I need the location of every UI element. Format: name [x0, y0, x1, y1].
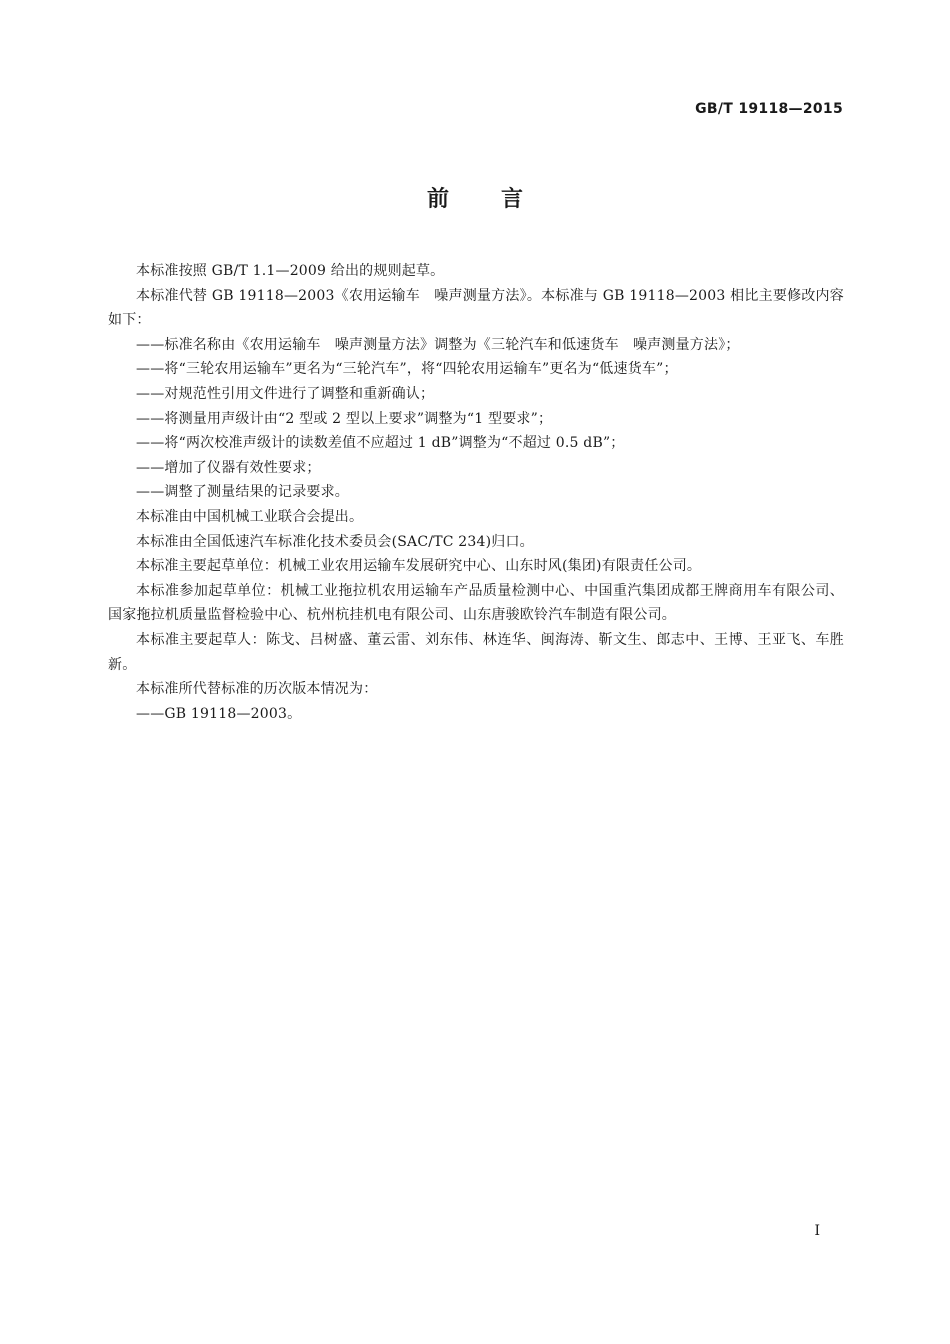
list-item: ——将“两次校准声级计的读数差值不应超过 1 dB”调整为“不超过 0.5 dB”；: [136, 435, 625, 452]
list-item: ——将测量用声级计由“2 型或 2 型以上要求”调整为“1 型要求”；: [136, 410, 553, 427]
standard-code: GB/T 19118—2015: [695, 101, 843, 117]
foreword-body: [108, 259, 844, 726]
list-item: ——对规范性引用文件进行了调整和重新确认；: [136, 385, 435, 402]
list-item: ——调整了测量结果的记录要求。: [136, 484, 349, 501]
list-item: ——增加了仪器有效性要求；: [136, 459, 321, 476]
page-number: I: [814, 1223, 820, 1239]
paragraph: 本标准由中国机械工业联合会提出。: [136, 508, 364, 525]
list-item: ——将“三轮农用运输车”更名为“三轮汽车”，将“四轮农用运输车”更名为“低速货车”；: [136, 361, 678, 378]
title-char-1: 前: [426, 187, 449, 212]
paragraph: 本标准参加起草单位：机械工业拖拉机农用运输车产品质量检测中心、中国重汽集团成都王牌商用车有限公司、国家拖拉机质量监督检验中心、杭州杭挂机电有限公司、山东唐骏欧铃汽车制造有限公司。: [108, 582, 844, 624]
title-char-2: 言: [501, 187, 524, 212]
paragraph: 本标准主要起草单位：机械工业农用运输车发展研究中心、山东时风(集团)有限责任公司。: [136, 558, 702, 575]
page-title: [0, 182, 950, 213]
list-item: ——GB 19118—2003。: [136, 705, 302, 722]
list-item: ——标准名称由《农用运输车 噪声测量方法》调整为《三轮汽车和低速货车 噪声测量方法》；: [136, 336, 740, 353]
paragraph: 本标准按照 GB/T 1.1—2009 给出的规则起草。: [136, 263, 445, 279]
paragraph: 本标准由全国低速汽车标准化技术委员会(SAC/TC 234)归口。: [136, 533, 534, 550]
paragraph: 本标准代替 GB 19118—2003《农用运输车 噪声测量方法》。本标准与 GB 19118—2003 相比主要修改内容如下：: [108, 287, 844, 329]
paragraph: 本标准所代替标准的历次版本情况为：: [136, 681, 378, 698]
paragraph: 本标准主要起草人：陈戈、吕树盛、董云雷、刘东伟、林连华、闽海涛、靳文生、郎志中、王博、王亚飞、车胜新。: [108, 631, 844, 673]
